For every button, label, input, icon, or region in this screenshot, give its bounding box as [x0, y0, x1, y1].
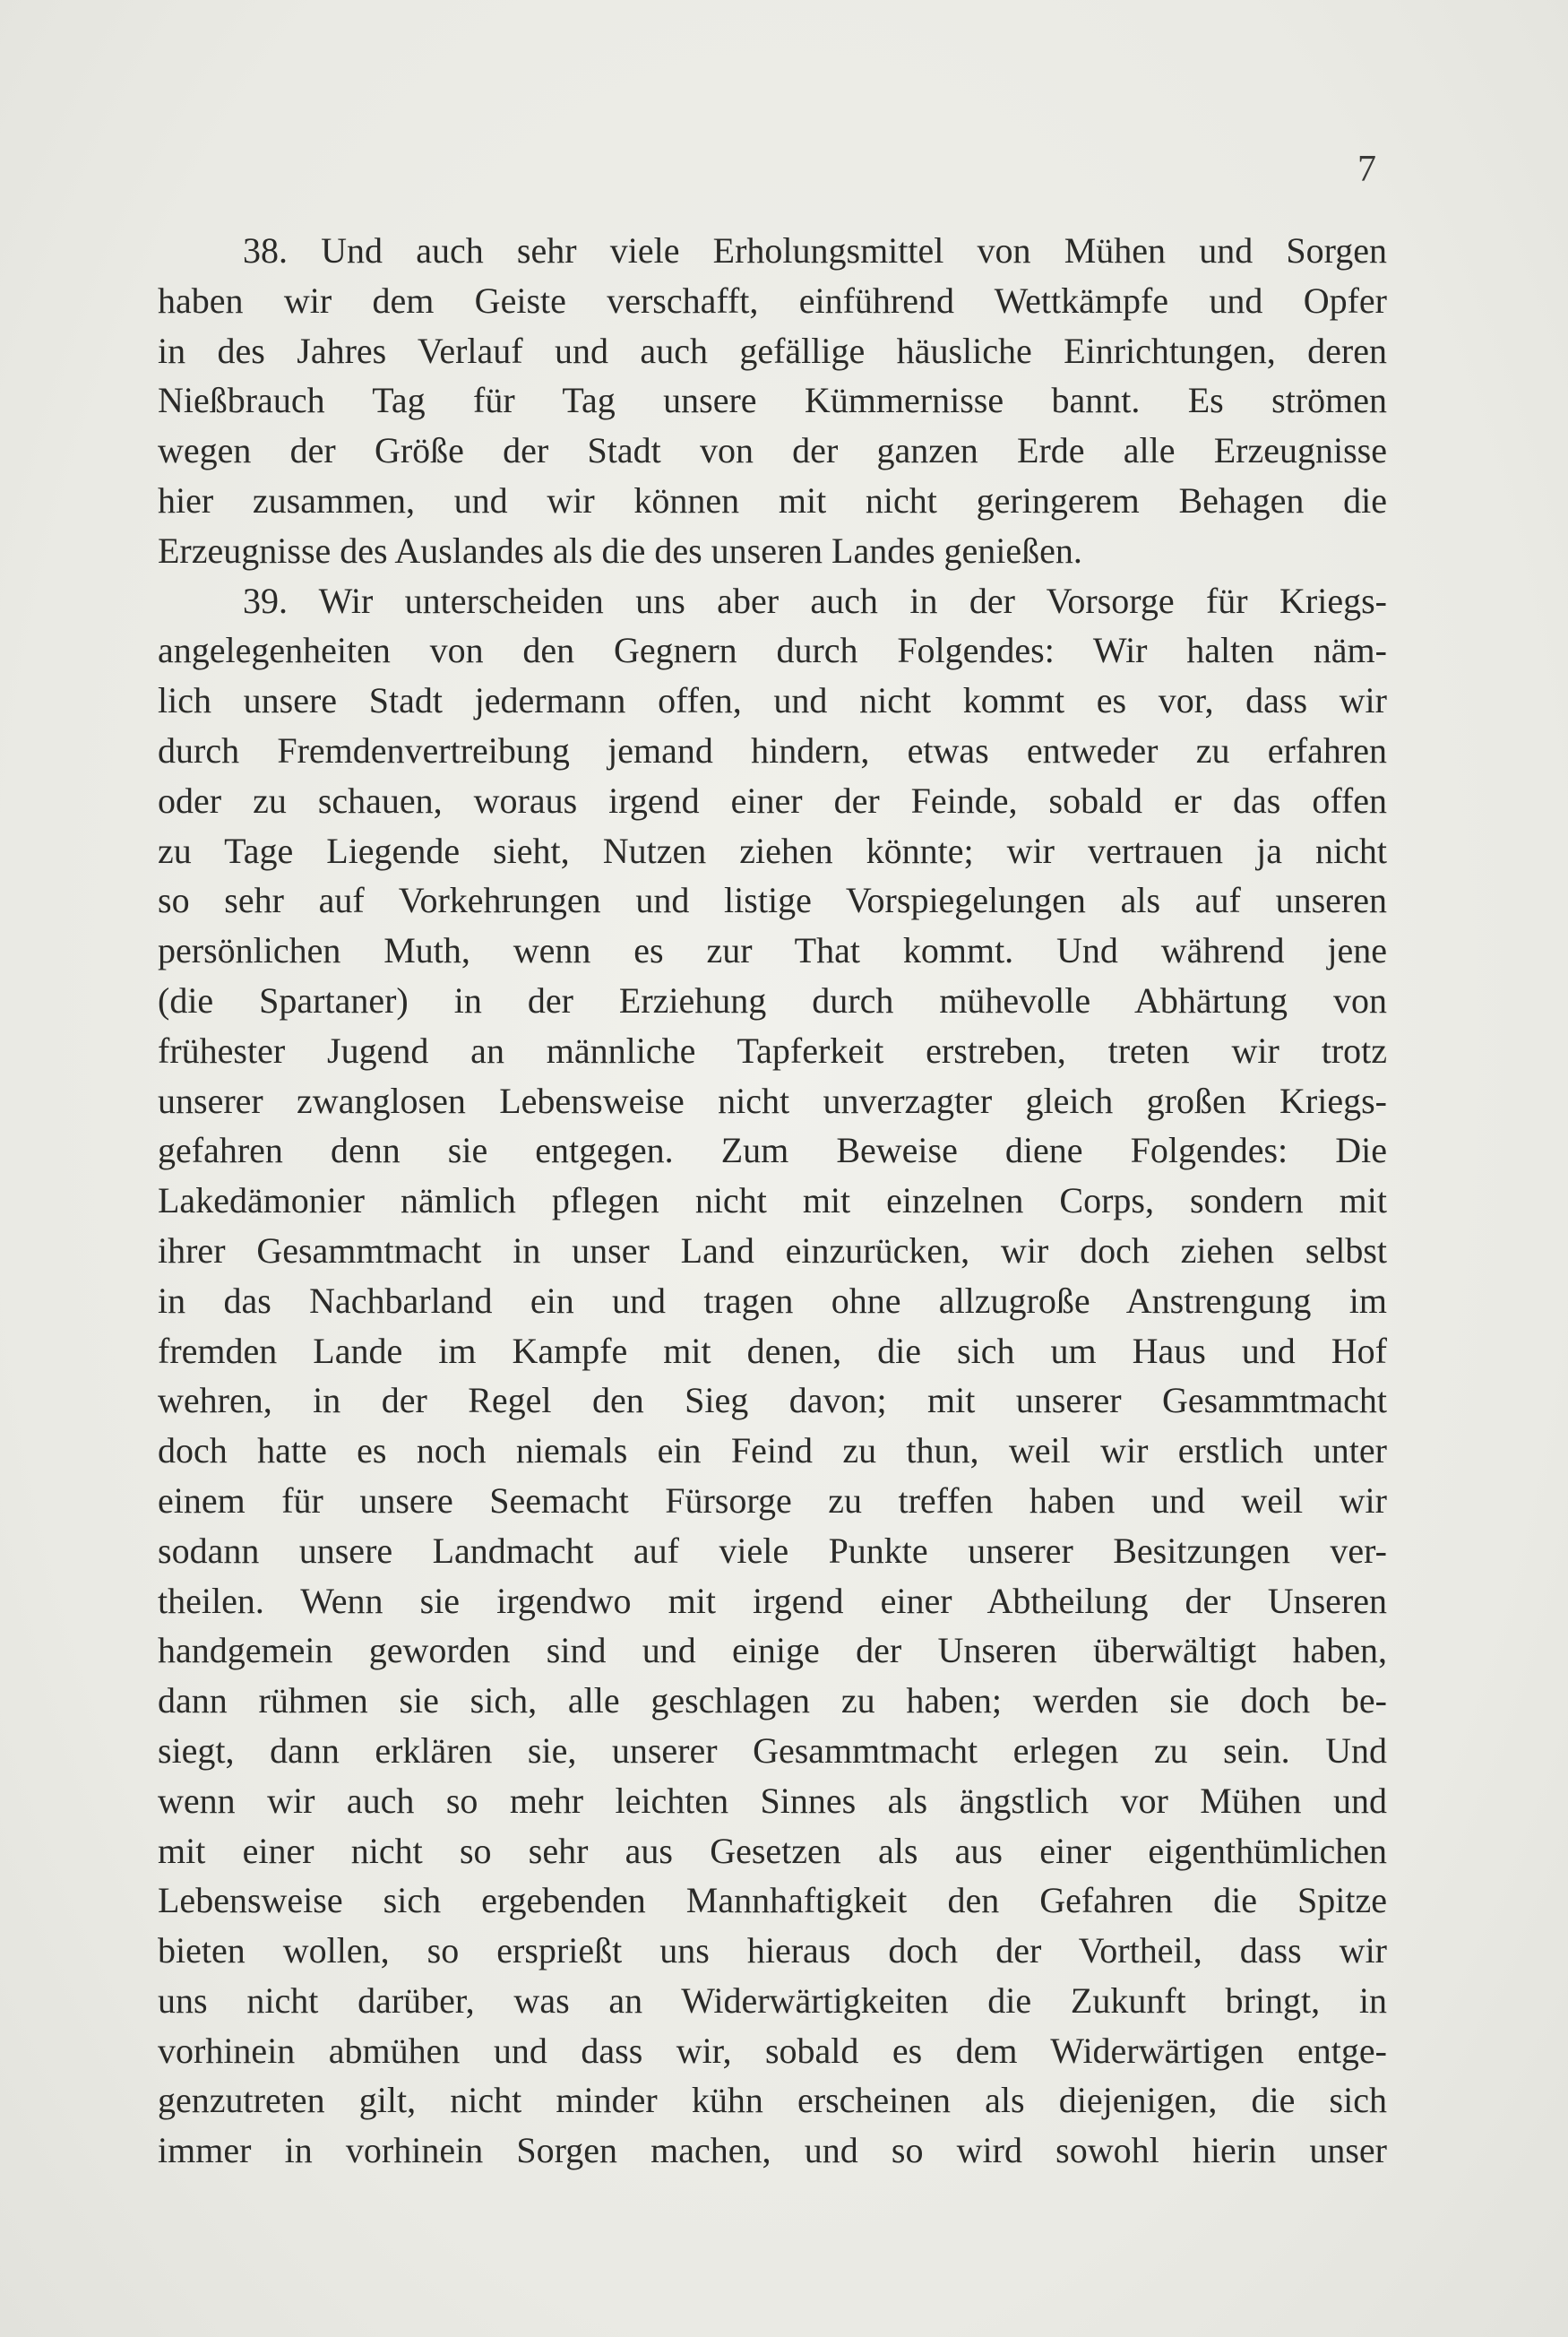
- text-line: immer in vorhinein Sorgen machen, und so wird sowohl hierin unser: [158, 2130, 1387, 2171]
- text-line: einem für unsere Seemacht Fürsorge zu treffen haben und weil wir: [158, 1479, 1387, 1521]
- text-line: 39. Wir unterscheiden uns aber auch in der Vorsorge für Kriegs-: [243, 580, 1387, 621]
- text-line: Erzeugnisse des Auslandes als die des unseren Landes genießen.: [158, 530, 1082, 571]
- text-line: ihrer Gesammtmacht in unser Land einzurücken, wir doch ziehen selbst: [158, 1229, 1387, 1271]
- text-line: siegt, dann erklären sie, unserer Gesammtmacht erlegen zu sein. Und: [158, 1729, 1387, 1771]
- text-line: frühester Jugend an männliche Tapferkeit erstreben, treten wir trotz: [158, 1030, 1387, 1071]
- text-line: haben wir dem Geiste verschafft, einführend Wettkämpfe und Opfer: [158, 280, 1387, 321]
- text-line: in das Nachbarland ein und tragen ohne allzugroße Anstrengung im: [158, 1280, 1387, 1321]
- text-line: Lakedämonier nämlich pflegen nicht mit einzelnen Corps, sondern mit: [158, 1180, 1387, 1221]
- text-line: hier zusammen, und wir können mit nicht geringerem Behagen die: [158, 479, 1387, 521]
- text-line: uns nicht darüber, was an Widerwärtigkeiten die Zukunft bringt, in: [158, 1979, 1387, 2021]
- text-line: bieten wollen, so ersprießt uns hieraus doch der Vortheil, dass wir: [158, 1930, 1387, 1971]
- text-line: wenn wir auch so mehr leichten Sinnes als ängstlich vor Mühen und: [158, 1780, 1387, 1821]
- text-line: vorhinein abmühen und dass wir, sobald es dem Widerwärtigen entge-: [158, 2030, 1387, 2071]
- text-line: zu Tage Liegende sieht, Nutzen ziehen könnte; wir vertrauen ja nicht: [158, 830, 1387, 871]
- text-line: mit einer nicht so sehr aus Gesetzen als aus einer eigenthümlichen: [158, 1830, 1387, 1871]
- text-line: handgemein geworden sind und einige der Unseren überwältigt haben,: [158, 1630, 1387, 1671]
- text-line: in des Jahres Verlauf und auch gefällige häusliche Einrichtungen, deren: [158, 330, 1387, 371]
- text-line: gefahren denn sie entgegen. Zum Beweise diene Folgendes: Die: [158, 1130, 1387, 1171]
- text-line: Lebensweise sich ergebenden Mannhaftigkeit den Gefahren die Spitze: [158, 1880, 1387, 1921]
- paragraph-38: [158, 226, 1387, 576]
- text-line: oder zu schauen, woraus irgend einer der Feinde, sobald er das offen: [158, 780, 1387, 821]
- text-line: durch Fremdenvertreibung jemand hindern, etwas entweder zu erfahren: [158, 729, 1387, 771]
- text-line: unserer zwanglosen Lebensweise nicht unverzagter gleich großen Kriegs-: [158, 1080, 1387, 1121]
- text-line: angelegenheiten von den Gegnern durch Folgendes: Wir halten näm-: [158, 630, 1387, 671]
- text-line: so sehr auf Vorkehrungen und listige Vorspiegelungen als auf unseren: [158, 880, 1387, 921]
- page-number: 7: [1357, 149, 1376, 190]
- paragraph-39: [158, 576, 1387, 2177]
- text-line: theilen. Wenn sie irgendwo mit irgend einer Abtheilung der Unseren: [158, 1580, 1387, 1621]
- text-line: doch hatte es noch niemals ein Feind zu thun, weil wir erstlich unter: [158, 1430, 1387, 1471]
- text-line: lich unsere Stadt jedermann offen, und nicht kommt es vor, dass wir: [158, 680, 1387, 721]
- text-line: sodann unsere Landmacht auf viele Punkte unserer Besitzungen ver-: [158, 1530, 1387, 1571]
- text-line: persönlichen Muth, wenn es zur That kommt. Und während jene: [158, 930, 1387, 971]
- text-line: 38. Und auch sehr viele Erholungsmittel von Mühen und Sorgen: [243, 230, 1387, 271]
- text-line: Nießbrauch Tag für Tag unsere Kümmernisse bannt. Es strömen: [158, 380, 1387, 421]
- text-line: (die Spartaner) in der Erziehung durch mühevolle Abhärtung von: [158, 979, 1387, 1021]
- body-text: [158, 226, 1387, 2176]
- text-line: fremden Lande im Kampfe mit denen, die sich um Haus und Hof: [158, 1330, 1387, 1371]
- text-line: genzutreten gilt, nicht minder kühn erscheinen als diejenigen, die sich: [158, 2080, 1387, 2121]
- text-line: dann rühmen sie sich, alle geschlagen zu haben; werden sie doch be-: [158, 1680, 1387, 1721]
- text-line: wegen der Größe der Stadt von der ganzen Erde alle Erzeugnisse: [158, 430, 1387, 471]
- text-line: wehren, in der Regel den Sieg davon; mit unserer Gesammtmacht: [158, 1380, 1387, 1421]
